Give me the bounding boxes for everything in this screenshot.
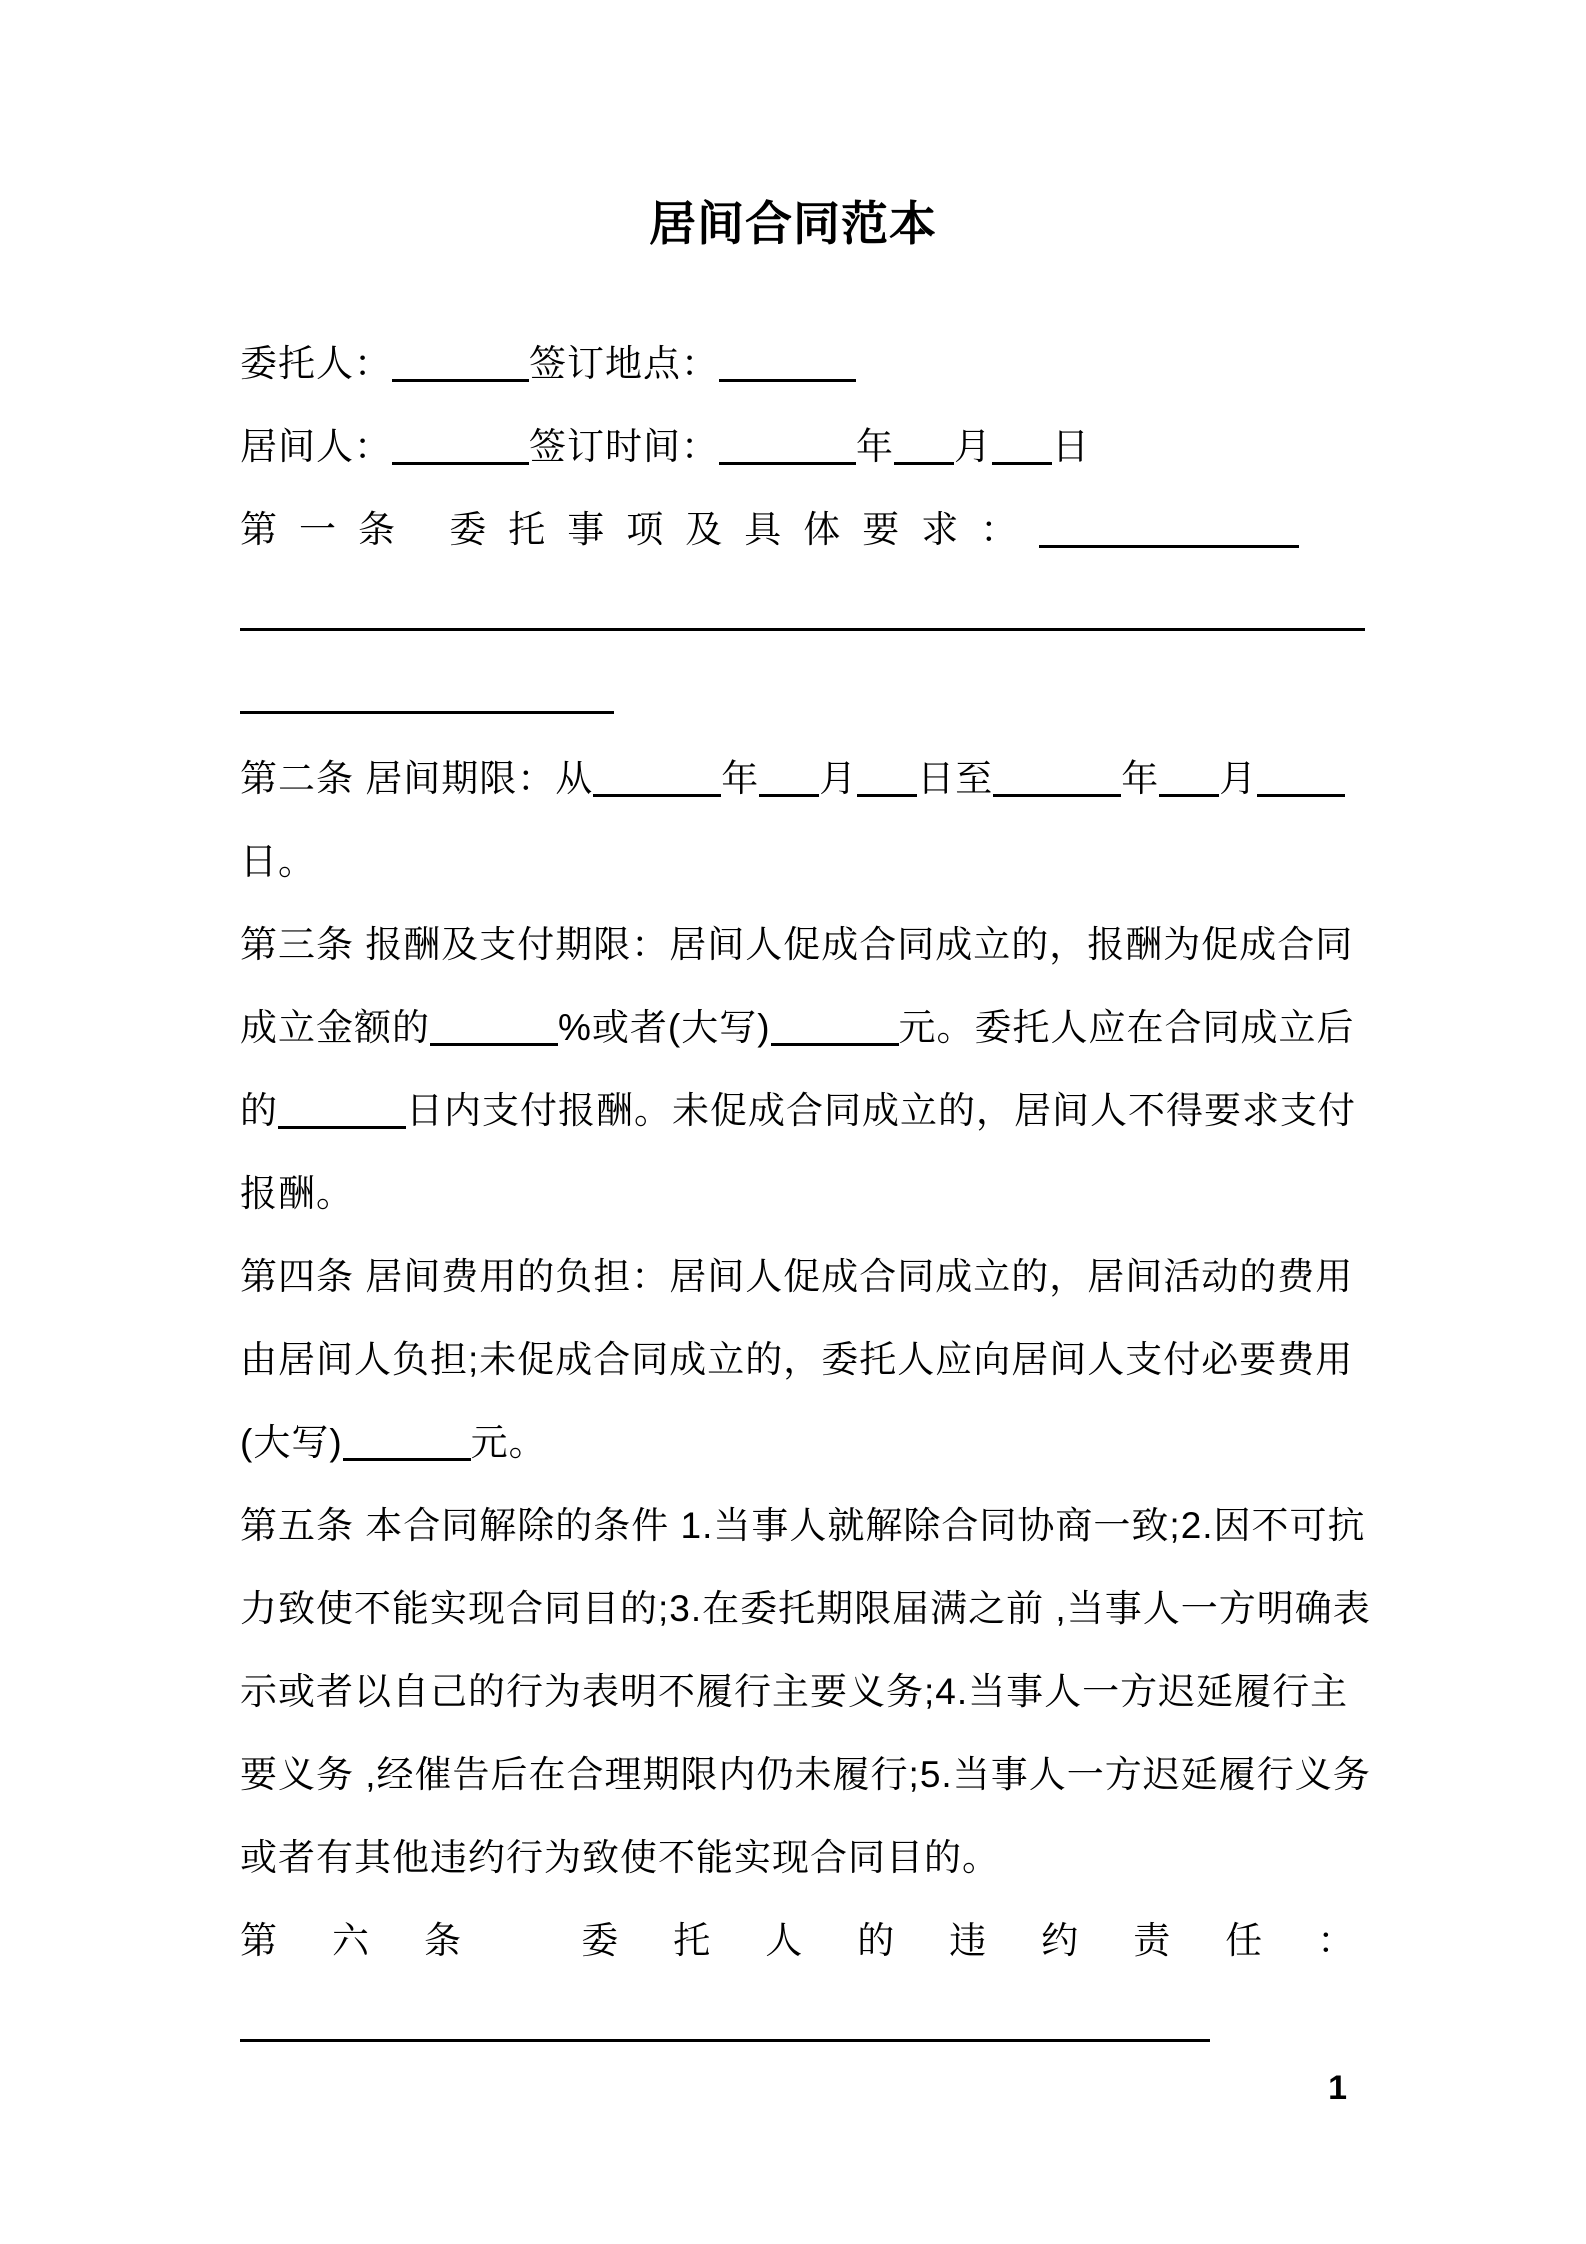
body-line [240, 820, 1370, 903]
text-run: 日至 [917, 758, 994, 799]
fill-in-blank[interactable] [278, 1116, 406, 1129]
body-line [240, 1401, 1370, 1484]
page-number: 1 [1328, 2069, 1347, 2107]
fill-in-blank[interactable] [392, 369, 529, 382]
fill-in-blank[interactable] [993, 784, 1121, 797]
text-run: 日 [1052, 426, 1090, 467]
text-run: 签订地点： [529, 343, 719, 384]
text-run: 第五条 本合同解除的条件 1.当事人就解除合同协商一致;2.因不可抗 [240, 1505, 1366, 1546]
fill-in-blank[interactable] [857, 784, 917, 797]
fill-in-blank[interactable] [240, 2029, 1210, 2042]
text-run: 日。 [240, 841, 316, 882]
text-run: 居间人： [240, 426, 392, 467]
text-run: 第四条 居间费用的负担：居间人促成合同成立的，居间活动的费用 [240, 1256, 1354, 1297]
text-run: 力致使不能实现合同目的;3.在委托期限届满之前 ,当事人一方明确表 [240, 1588, 1371, 1629]
text-run: 年 [721, 758, 760, 799]
body-line [240, 737, 1370, 820]
text-run: %或者(大写) [558, 1007, 771, 1048]
fill-in-blank[interactable] [392, 452, 529, 465]
fill-in-blank[interactable] [240, 701, 614, 714]
text-run: 元。委托人应在合同成立后 [898, 1007, 1355, 1048]
fill-in-blank[interactable] [1257, 784, 1345, 797]
text-run: 月 [1219, 758, 1258, 799]
text-run: 的 [240, 1090, 278, 1131]
body-line [240, 1816, 1370, 1899]
fill-in-blank[interactable] [1039, 535, 1299, 548]
fill-in-blank[interactable] [771, 1033, 899, 1046]
text-run: 元。 [470, 1422, 547, 1463]
document-body [240, 322, 1410, 2065]
fill-in-blank[interactable] [719, 369, 856, 382]
body-line [240, 1982, 1370, 2065]
fill-in-blank[interactable] [343, 1448, 471, 1461]
text-run: 年 [856, 426, 894, 467]
fill-in-blank[interactable] [430, 1033, 558, 1046]
text-run: 要义务 ,经催告后在合理期限内仍未履行;5.当事人一方迟延履行义务 [240, 1754, 1371, 1795]
text-run: 委托人： [240, 343, 392, 384]
body-line [240, 1318, 1370, 1401]
body-line [240, 322, 1370, 405]
body-line [240, 1152, 1370, 1235]
body-line [240, 1235, 1370, 1318]
text-run: 月 [954, 426, 992, 467]
body-line [240, 1567, 1370, 1650]
body-line [240, 1733, 1370, 1816]
fill-in-blank[interactable] [240, 618, 1365, 631]
text-run: 或者有其他违约行为致使不能实现合同目的。 [240, 1837, 1000, 1878]
body-line [240, 986, 1370, 1069]
body-line [240, 1069, 1370, 1152]
fill-in-blank[interactable] [894, 452, 954, 465]
body-line [240, 903, 1370, 986]
text-run: 报酬。 [240, 1173, 354, 1214]
text-run: 第二条 居间期限：从 [240, 758, 594, 799]
text-run: 日内支付报酬。未促成合同成立的，居间人不得要求支付 [406, 1090, 1356, 1131]
text-run: (大写) [240, 1422, 343, 1463]
fill-in-blank[interactable] [719, 452, 856, 465]
body-line [240, 571, 1370, 654]
fill-in-blank[interactable] [759, 784, 819, 797]
body-line [240, 405, 1370, 488]
document-title: 居间合同范本 [649, 197, 937, 250]
text-run: 月 [819, 758, 858, 799]
text-run: 第六条 委托人的违约责任： [240, 1920, 1410, 1961]
body-line [240, 1650, 1370, 1733]
text-run: 由居间人负担;未促成合同成立的，委托人应向居间人支付必要费用 [240, 1339, 1354, 1380]
body-line [240, 1899, 1410, 1982]
text-run: 第三条 报酬及支付期限：居间人促成合同成立的，报酬为促成合同 [240, 924, 1354, 965]
text-run: 第一条 委托事项及具体要求： [240, 509, 1040, 550]
body-line [240, 488, 1370, 571]
fill-in-blank[interactable] [1159, 784, 1219, 797]
text-run: 年 [1121, 758, 1160, 799]
text-run: 签订时间： [529, 426, 719, 467]
body-line [240, 654, 1370, 737]
text-run: 成立金额的 [240, 1007, 430, 1048]
fill-in-blank[interactable] [593, 784, 721, 797]
text-run: 示或者以自己的行为表明不履行主要义务;4.当事人一方迟延履行主 [240, 1671, 1349, 1712]
fill-in-blank[interactable] [992, 452, 1052, 465]
body-line [240, 1484, 1370, 1567]
